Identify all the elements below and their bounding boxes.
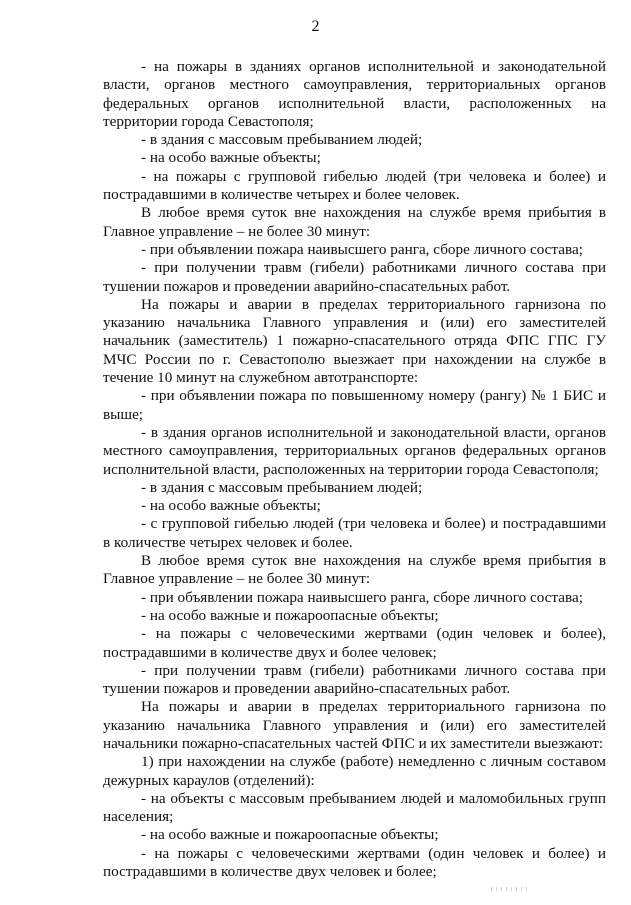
paragraph: - в здания с массовым пребыванием людей; [141, 131, 423, 149]
paragraph: - на пожары в зданиях органов исполнительной и законодательной власти, органов местного самоуправления, территориальных органов федеральных органов исполнительной власти, расположенных на территории города Севастополя; [103, 58, 606, 130]
paragraph: На пожары и аварии в пределах территориального гарнизона по указанию начальника Главного управления и (или) его заместителей начальники пожарно-спасательных частей ФПС и их заместители выезжают: [103, 698, 606, 752]
paragraph: - с групповой гибелью людей (три человека и более) и пострадавшими в количестве четырех человек и более. [103, 515, 606, 551]
paragraph: - в здания органов исполнительной и законодательной власти, органов местного самоуправления, территориальных органов федеральных органов исполнительной власти, расположенных на территории города Севастополя; [103, 423, 606, 478]
document-body [103, 58, 606, 881]
paragraph: - на особо важные объекты; [141, 149, 321, 167]
scan-artifact [491, 887, 531, 891]
paragraph: - при объявлении пожара по повышенному номеру (рангу) № 1 БИС и выше; [103, 387, 606, 423]
paragraph: - на пожары с человеческими жертвами (один человек и более) и пострадавшими в количестве двух человек и более; [103, 844, 606, 881]
paragraph: 1) при нахождении на службе (работе) немедленно с личным составом дежурных караулов (отделений): [103, 753, 606, 789]
paragraph: - на объекты с массовым пребыванием людей и маломобильных групп населения; [103, 789, 606, 826]
paragraph: - при получении травм (гибели) работниками личного состава при тушении пожаров и проведении аварийно-спасательных работ. [103, 259, 606, 295]
page-number: 2 [311, 18, 320, 35]
paragraph: - при объявлении пожара наивысшего ранга, сборе личного состава; [141, 588, 583, 606]
paragraph: - на особо важные и пожароопасные объекты; [141, 606, 439, 624]
paragraph: - на особо важные и пожароопасные объекты; [141, 826, 439, 844]
paragraph: - при получении травм (гибели) работниками личного состава при тушении пожаров и проведении аварийно-спасательных работ. [103, 661, 606, 698]
paragraph: - на особо важные объекты; [141, 497, 321, 515]
paragraph: - в здания с массовым пребыванием людей; [141, 478, 423, 496]
paragraph: - на пожары с человеческими жертвами (один человек и более), пострадавшими в количестве двух и более человек; [103, 625, 606, 661]
paragraph: В любое время суток вне нахождения на службе время прибытия в Главное управление – не более 30 минут: [103, 552, 606, 588]
paragraph: - при объявлении пожара наивысшего ранга, сборе личного состава; [141, 240, 583, 258]
paragraph: - на пожары с групповой гибелью людей (три человека и более) и пострадавшими в количестве четырех и более человек. [103, 167, 606, 204]
paragraph: На пожары и аварии в пределах территориального гарнизона по указанию начальника Главного управления и (или) его заместителей начальник (заместитель) 1 пожарно-спасательного отряда ФПС ГПС ГУ МЧС России по г. Севастополю выезжает при нахождении на службе в течение 10 минут на служебном автотранспорте: [103, 295, 606, 387]
paragraph: В любое время суток вне нахождения на службе время прибытия в Главное управление – не более 30 минут: [103, 204, 606, 240]
